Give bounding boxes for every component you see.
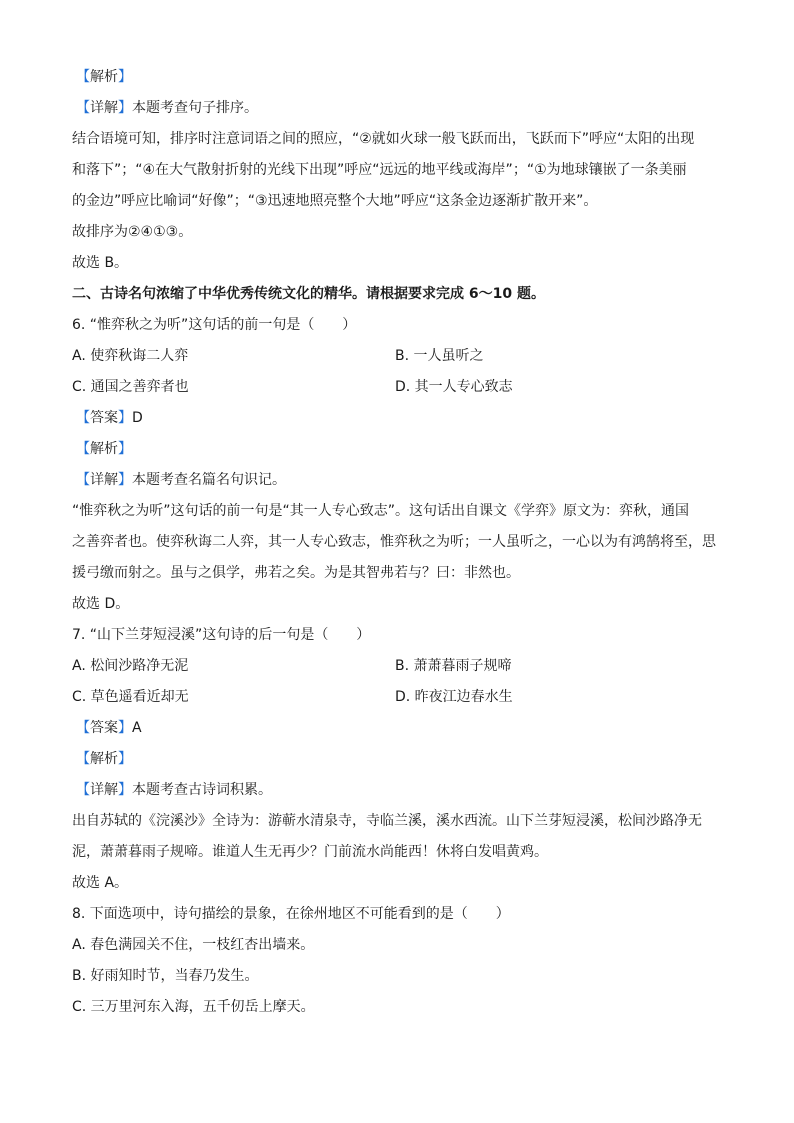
text-line: C. 三万里河东入海，五千仞岳上摩天。	[72, 999, 315, 1015]
section-label-line	[72, 465, 722, 496]
section-label-line	[72, 403, 722, 434]
bracket-open: 【	[76, 100, 90, 116]
section-label-line	[72, 434, 722, 465]
text-line: 故排序为②④①③。	[72, 224, 193, 240]
section-label-line	[72, 713, 722, 744]
text-line: 8. 下面选项中，诗句描绘的景象，在徐州地区不可能看到的是（ ）	[72, 906, 510, 922]
text-line: 出自苏轼的《浣溪沙》全诗为：游蕲水清泉寺，寺临兰溪，溪水西流。山下兰芽短浸溪，松间沙路净无	[72, 813, 702, 829]
option-left: C. 草色遥看近却无	[72, 689, 189, 705]
bracket-close: 】	[118, 100, 132, 116]
text-line: 泥，萧萧暮雨子规啼。谁道人生无再少？门前流水尚能西！休将白发唱黄鸡。	[72, 844, 548, 860]
text-line: B. 好雨知时节，当春乃发生。	[72, 968, 259, 984]
section-tag: 详解	[90, 472, 118, 488]
option-row	[72, 341, 722, 372]
option-row	[72, 651, 722, 682]
section-label-line	[72, 775, 722, 806]
bracket-open: 【	[76, 782, 90, 798]
option-left: A. 使弈秋诲二人弈	[72, 348, 189, 364]
text-line: “惟弈秋之为听”这句话的前一句是“其一人专心致志”。这句话出自课文《学弈》原文为：弈秋，通国	[72, 503, 690, 519]
bracket-open: 【	[76, 751, 90, 767]
section-tag: 详解	[90, 100, 118, 116]
option-right: B. 萧萧暮雨子规啼	[395, 658, 512, 674]
text-line: 故选 D。	[72, 596, 130, 612]
section-text: D	[132, 410, 143, 426]
bracket-close: 】	[118, 751, 132, 767]
option-right: B. 一人虽听之	[395, 348, 484, 364]
section-tag: 答案	[90, 720, 118, 736]
section-text: 本题考查名篇名句识记。	[132, 472, 286, 488]
bracket-close: 】	[118, 410, 132, 426]
document-page	[72, 62, 722, 1023]
section-label-line	[72, 62, 722, 93]
bracket-open: 【	[76, 472, 90, 488]
text-line: 之善弈者也。使弈秋诲二人弈，其一人专心致志，惟弈秋之为听；一人虽听之，一心以为有鸿鹄将至，思	[72, 534, 716, 550]
section-label-line	[72, 744, 722, 775]
section-heading: 二、古诗名句浓缩了中华优秀传统文化的精华。请根据要求完成 6～10 题。	[72, 286, 545, 302]
bracket-open: 【	[76, 441, 90, 457]
option-right: D. 昨夜江边春水生	[395, 689, 513, 705]
text-line: 结合语境可知，排序时注意词语之间的照应，“②就如火球一般飞跃而出，飞跃而下”呼应“太阳的出现	[72, 131, 695, 147]
bracket-open: 【	[76, 69, 90, 85]
option-row	[72, 682, 722, 713]
section-tag: 详解	[90, 782, 118, 798]
option-right: D. 其一人专心致志	[395, 379, 513, 395]
section-tag: 答案	[90, 410, 118, 426]
section-tag: 解析	[90, 69, 118, 85]
text-line: 故选 A。	[72, 875, 129, 891]
text-line: 7. “山下兰芽短浸溪”这句诗的后一句是（ ）	[72, 627, 371, 643]
bracket-close: 】	[118, 441, 132, 457]
text-line: 故选 B。	[72, 255, 129, 271]
text-line: 6. “惟弈秋之为听”这句话的前一句是（ ）	[72, 317, 357, 333]
text-line: 援弓缴而射之。虽与之俱学，弗若之矣。为是其智弗若与？曰：非然也。	[72, 565, 520, 581]
section-text: 本题考查古诗词积累。	[132, 782, 272, 798]
option-row	[72, 372, 722, 403]
section-text: 本题考查句子排序。	[132, 100, 258, 116]
option-left: C. 通国之善弈者也	[72, 379, 189, 395]
section-text: A	[132, 720, 142, 736]
bracket-close: 】	[118, 782, 132, 798]
text-line: 的金边”呼应比喻词“好像”；“③迅速地照亮整个大地”呼应“这条金边逐渐扩散开来”。	[72, 193, 598, 209]
bracket-open: 【	[76, 720, 90, 736]
bracket-close: 】	[118, 472, 132, 488]
text-line: 和落下”；“④在大气散射折射的光线下出现”呼应“远远的地平线或海岸”；“①为地球镶嵌了一条美丽	[72, 162, 687, 178]
bracket-close: 】	[118, 720, 132, 736]
bracket-open: 【	[76, 410, 90, 426]
section-tag: 解析	[90, 751, 118, 767]
option-left: A. 松间沙路净无泥	[72, 658, 189, 674]
section-label-line	[72, 93, 722, 124]
bracket-close: 】	[118, 69, 132, 85]
text-line: A. 春色满园关不住，一枝红杏出墙来。	[72, 937, 315, 953]
section-tag: 解析	[90, 441, 118, 457]
